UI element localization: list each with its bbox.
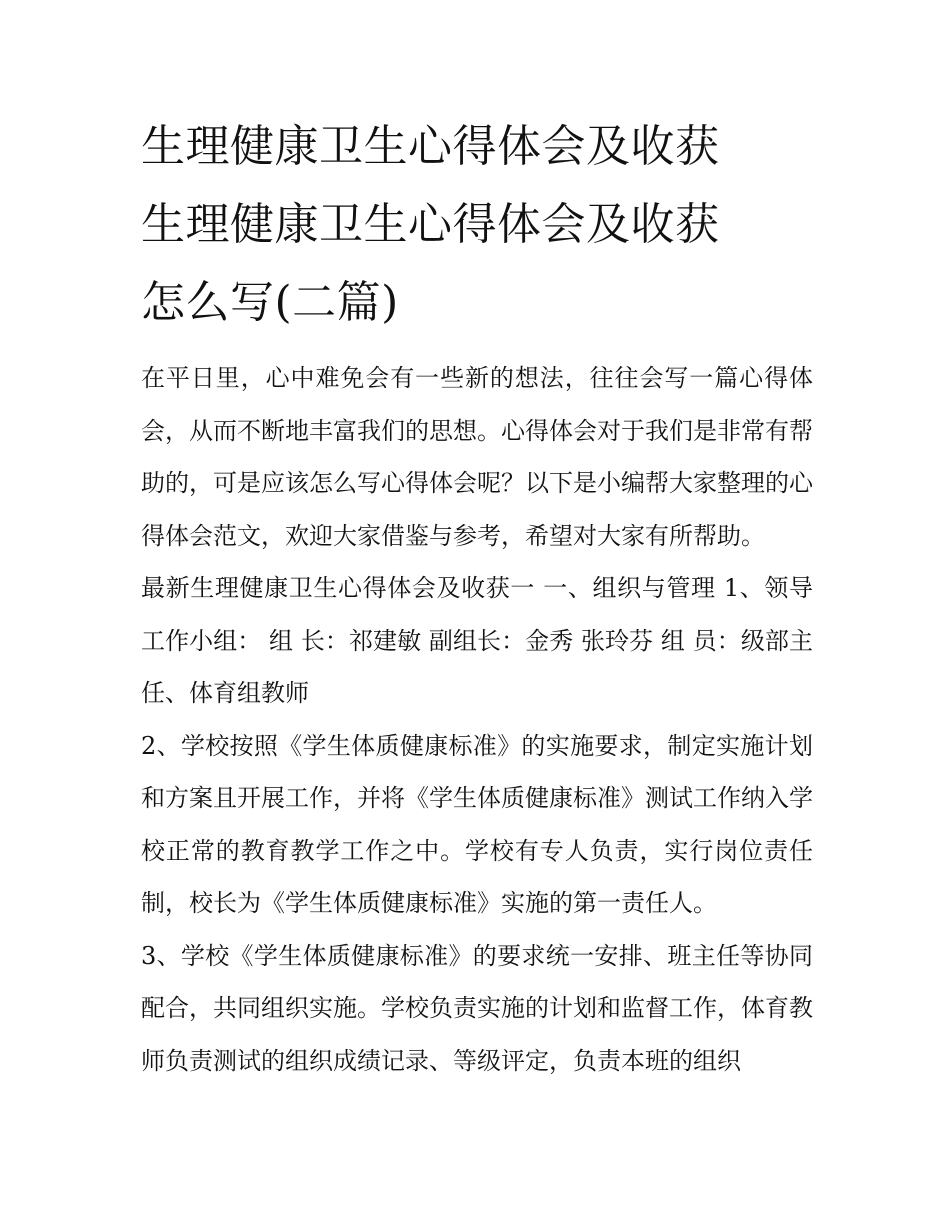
section-3-paragraph: 3、学校《学生体质健康标准》的要求统一安排、班主任等协同配合，共同组织实施。学校负责实施的计划和监督工作，体育教师负责测试的组织成绩记录、等级评定，负责本班的组织 <box>141 941 813 1075</box>
title-line-1: 生理健康卫生心得体会及收获 <box>141 121 720 172</box>
document-title <box>141 108 813 342</box>
section-1-paragraph: 最新生理健康卫生心得体会及收获一 一、组织与管理 1、领导工作小组： 组 长：祁建敏 副组长：金秀 张玲芬 组 员：级部主任、体育组教师 <box>141 574 813 707</box>
intro-paragraph: 在平日里，心中难免会有一些新的想法，往往会写一篇心得体会，从而不断地丰富我们的思想。心得体会对于我们是非常有帮助的，可是应该怎么写心得体会呢？以下是小编帮大家整理的心得体会范文，欢迎大家借鉴与参考，希望对大家有所帮助。 <box>141 364 813 550</box>
document-body <box>141 108 813 1087</box>
title-line-3: 怎么写(二篇) <box>141 277 399 328</box>
section-2-paragraph: 2、学校按照《学生体质健康标准》的实施要求，制定实施计划和方案且开展工作，并将《学生体质健康标准》测试工作纳入学校正常的教育教学工作之中。学校有专人负责，实行岗位责任制，校长为《学生体质健康标准》实施的第一责任人。 <box>141 731 813 917</box>
title-line-2: 生理健康卫生心得体会及收获 <box>141 199 720 250</box>
